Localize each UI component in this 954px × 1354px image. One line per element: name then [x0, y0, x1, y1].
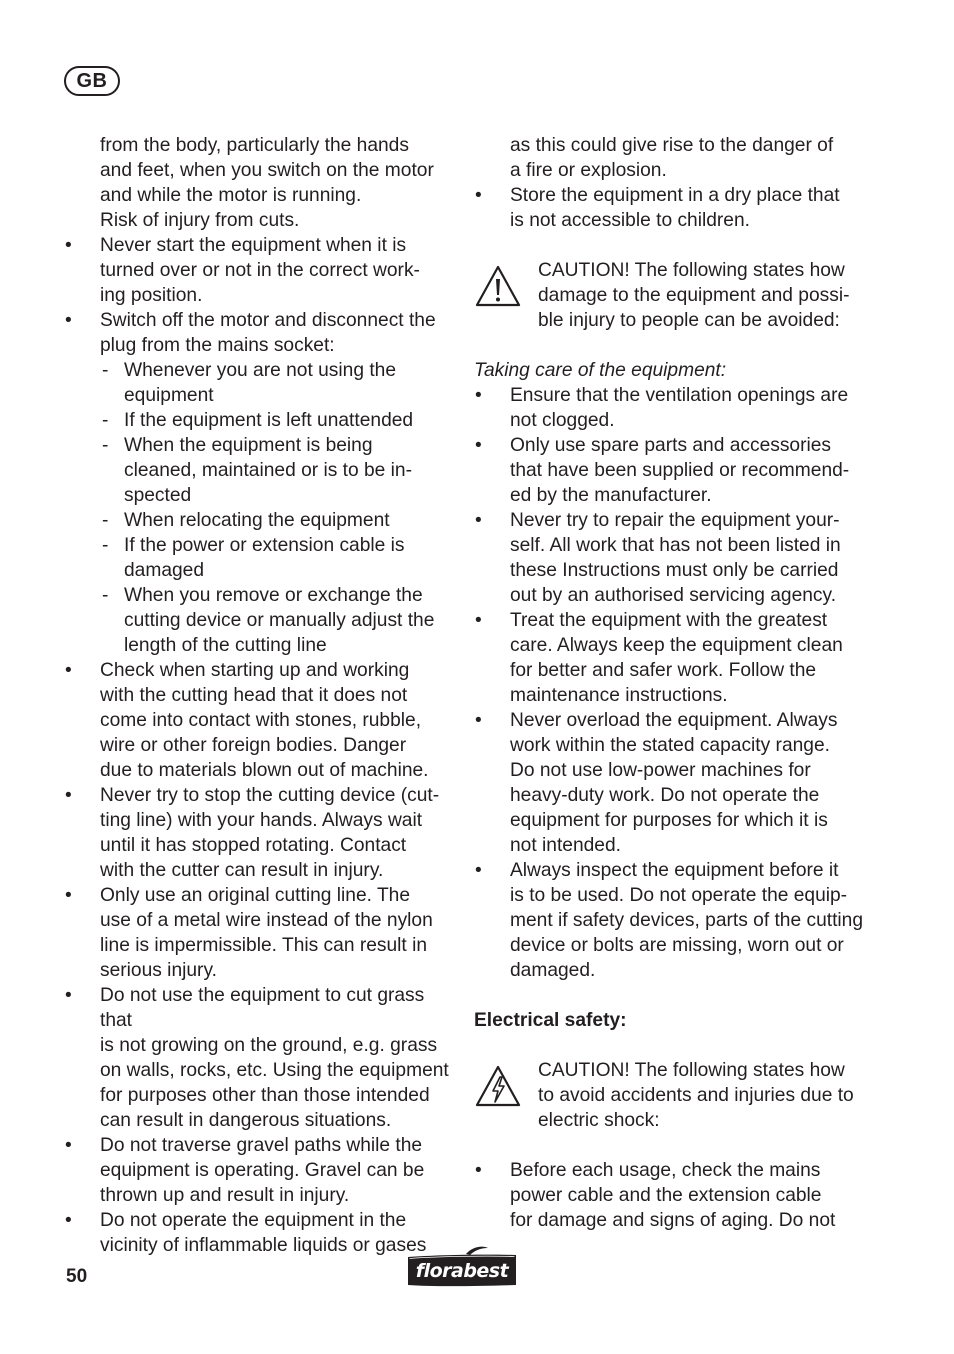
text-line: CAUTION! The following states how: [538, 1060, 845, 1081]
text-line: • Only use an original cutting line. The: [100, 885, 411, 906]
bullet-item: [64, 308, 454, 358]
text-line: power cable and the extension cable: [510, 1185, 822, 1206]
text-line: for damage and signs of aging. Do not: [510, 1210, 836, 1231]
text-line: • Only use spare parts and accessories: [510, 435, 832, 456]
text-line: • Ensure that the ventilation openings are: [510, 385, 849, 406]
caution-text: [538, 1058, 864, 1133]
bullet-item: [64, 233, 454, 308]
text-line: self. All work that has not been listed in: [510, 535, 841, 556]
bullet-item: [474, 858, 864, 983]
text-line: • Switch off the motor and disconnect the: [100, 310, 436, 331]
text-line: Risk of injury from cuts.: [100, 210, 300, 231]
text-line: cutting device or manually adjust the: [124, 610, 435, 631]
text-line: electric shock:: [538, 1110, 660, 1131]
bullet-item: [474, 433, 864, 508]
text-line: due to materials blown out of machine.: [100, 760, 429, 781]
text-line: damaged: [124, 560, 205, 581]
text-line: damage to the equipment and possi-: [538, 285, 850, 306]
brand-logo: [404, 1245, 520, 1289]
caution-text: [538, 258, 864, 333]
bullet-item: [474, 608, 864, 708]
text-line: wire or other foreign bodies. Danger: [100, 735, 407, 756]
section-subheading: Taking care of the equipment:: [474, 360, 727, 381]
text-line: • Do not use the equipment to cut grass that: [100, 985, 425, 1031]
text-line: turned over or not in the correct work-: [100, 260, 420, 281]
text-line: • Before each usage, check the mains: [510, 1160, 821, 1181]
text-line: - When you remove or exchange the: [124, 585, 423, 606]
text-line: Do not use low-power machines for: [510, 760, 811, 781]
text-line: not intended.: [510, 835, 621, 856]
text-line: • Check when starting up and working: [100, 660, 410, 681]
warning-exclamation-icon: [474, 264, 522, 308]
text-line: device or bolts are missing, worn out or: [510, 935, 844, 956]
text-line: • Treat the equipment with the greatest: [510, 610, 828, 631]
text-line: vicinity of inflammable liquids or gases: [100, 1235, 427, 1256]
text-line: • Never try to repair the equipment your-: [510, 510, 840, 531]
text-line: from the body, particularly the hands: [100, 135, 409, 156]
dash-item: [64, 358, 454, 408]
text-line: equipment is operating. Gravel can be: [100, 1160, 425, 1181]
text-line: - When the equipment is being: [124, 435, 373, 456]
text-line: CAUTION! The following states how: [538, 260, 845, 281]
text-line: use of a metal wire instead of the nylon: [100, 910, 433, 931]
right-column: [474, 133, 864, 1233]
text-line: is not accessible to children.: [510, 210, 750, 231]
bullet-item: [474, 1158, 864, 1233]
dash-item: [64, 408, 454, 433]
text-line: a fire or explosion.: [510, 160, 667, 181]
left-column: [64, 133, 454, 1258]
text-line: thrown up and result in injury.: [100, 1185, 350, 1206]
text-line: cleaned, maintained or is to be in-: [124, 460, 412, 481]
text-line: heavy-duty work. Do not operate the: [510, 785, 820, 806]
bullet-item: [64, 783, 454, 883]
text-line: maintenance instructions.: [510, 685, 728, 706]
text-line: come into contact with stones, rubble,: [100, 710, 422, 731]
text-line: on walls, rocks, etc. Using the equipment: [100, 1060, 449, 1081]
text-line: out by an authorised servicing agency.: [510, 585, 837, 606]
text-line: serious injury.: [100, 960, 217, 981]
text-line: ting line) with your hands. Always wait: [100, 810, 423, 831]
text-line: to avoid accidents and injuries due to: [538, 1085, 854, 1106]
continued-text: [64, 133, 454, 233]
text-line: and feet, when you switch on the motor: [100, 160, 434, 181]
language-badge: GB: [64, 66, 120, 96]
text-line: length of the cutting line: [124, 635, 327, 656]
text-line: ing position.: [100, 285, 203, 306]
text-line: • Do not traverse gravel paths while the: [100, 1135, 423, 1156]
dash-item: [64, 433, 454, 508]
text-line: with the cutting head that it does not: [100, 685, 408, 706]
text-line: spected: [124, 485, 192, 506]
brand-logo-text: florabest: [415, 1260, 509, 1282]
electric-caution-block: [474, 1058, 864, 1133]
text-line: plug from the mains socket:: [100, 335, 335, 356]
bullet-item: [64, 983, 454, 1133]
text-line: with the cutter can result in injury.: [100, 860, 384, 881]
dash-item: [64, 533, 454, 583]
text-line: is to be used. Do not operate the equip-: [510, 885, 848, 906]
text-line: • Do not operate the equipment in the: [100, 1210, 407, 1231]
text-line: equipment for purposes for which it is: [510, 810, 828, 831]
text-line: ble injury to people can be avoided:: [538, 310, 840, 331]
text-line: - When relocating the equipment: [124, 510, 390, 531]
bullet-item: [64, 883, 454, 983]
text-line: ment if safety devices, parts of the cutting: [510, 910, 864, 931]
text-line: • Always inspect the equipment before it: [510, 860, 839, 881]
text-line: • Never overload the equipment. Always: [510, 710, 838, 731]
bullet-item: [474, 183, 864, 233]
text-line: for purposes other than those intended: [100, 1085, 430, 1106]
bullet-item: [474, 383, 864, 433]
text-line: - If the power or extension cable is: [124, 535, 405, 556]
text-line: - If the equipment is left unattended: [124, 410, 414, 431]
text-line: line is impermissible. This can result in: [100, 935, 428, 956]
bullet-item: [64, 658, 454, 783]
bullet-item: [64, 1208, 454, 1258]
text-line: • Never start the equipment when it is: [100, 235, 407, 256]
page-number: 50: [66, 1266, 88, 1287]
bullet-item: [64, 1133, 454, 1208]
text-line: as this could give rise to the danger of: [510, 135, 834, 156]
bullet-item: [474, 708, 864, 858]
text-line: not clogged.: [510, 410, 615, 431]
text-line: is not growing on the ground, e.g. grass: [100, 1035, 438, 1056]
continued-text: [474, 133, 864, 183]
text-line: equipment: [124, 385, 214, 406]
text-line: - Whenever you are not using the: [124, 360, 396, 381]
caution-block: [474, 258, 864, 333]
text-line: care. Always keep the equipment clean: [510, 635, 843, 656]
text-line: that have been supplied or recommend-: [510, 460, 850, 481]
text-line: for better and safer work. Follow the: [510, 660, 817, 681]
dash-item: [64, 583, 454, 658]
text-line: work within the stated capacity range.: [510, 735, 830, 756]
bullet-item: [474, 508, 864, 608]
section-heading: Electrical safety:: [474, 1010, 627, 1031]
text-line: damaged.: [510, 960, 596, 981]
text-line: can result in dangerous situations.: [100, 1110, 392, 1131]
warning-electric-icon: [474, 1064, 522, 1108]
text-line: and while the motor is running.: [100, 185, 362, 206]
text-line: these Instructions must only be carried: [510, 560, 839, 581]
dash-item: [64, 508, 454, 533]
text-line: • Store the equipment in a dry place that: [510, 185, 840, 206]
text-line: until it has stopped rotating. Contact: [100, 835, 407, 856]
text-line: ed by the manufacturer.: [510, 485, 712, 506]
text-line: • Never try to stop the cutting device (cut-: [100, 785, 440, 806]
